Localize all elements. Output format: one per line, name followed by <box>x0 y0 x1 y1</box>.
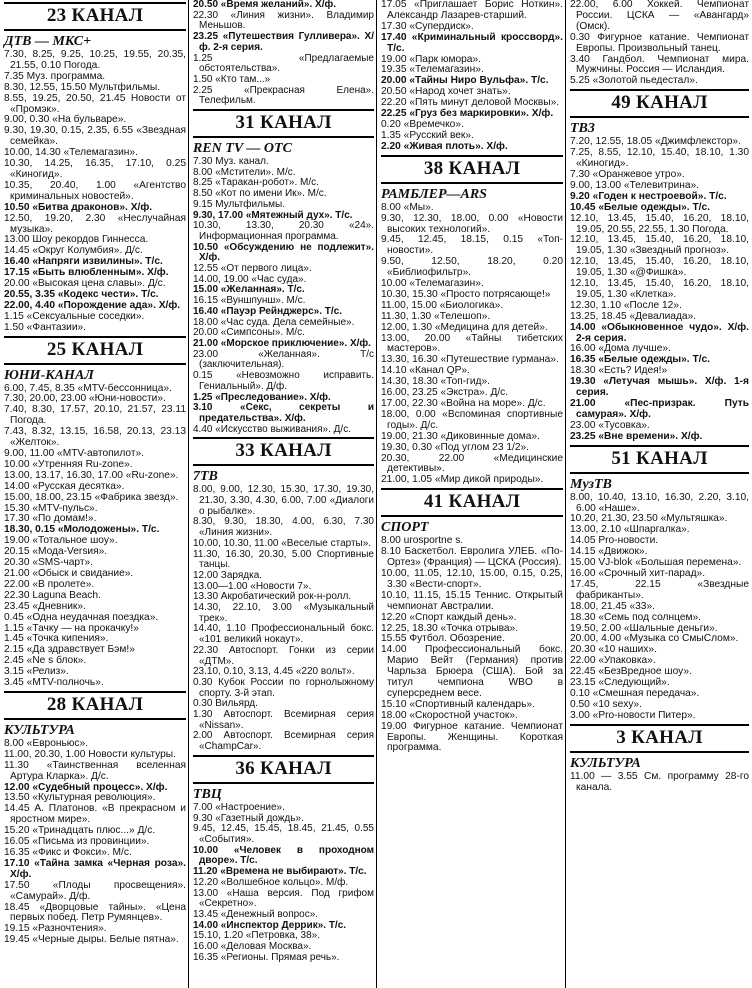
program-entry: 17.45, 22.15 «Звездные фабриканты». <box>570 578 749 601</box>
program-entry: 10.00 «Утренняя Ru-zone». <box>4 458 133 470</box>
program-entry: 23.15 «Следующий». <box>570 677 670 689</box>
station-name: REN TV — ОТС <box>193 141 292 157</box>
station-name: РАМБЛЕР—ARS <box>381 186 487 202</box>
program-entry: 0.50 «10 sexy». <box>570 698 642 710</box>
program-entry: 20.00 «Симпсоны». М/с. <box>193 327 305 339</box>
program-entry: 0.45 «Одна неудачная поездка». <box>4 611 159 623</box>
program-entry: 14.00, 19.00 «Час суда». <box>193 273 307 285</box>
program-entry-highlight: 10.50 «Обсуждению не подлежит». Х/ф. <box>193 241 374 264</box>
program-entry-highlight: 17.10 «Тайна замка «Черная роза». Х/ф. <box>4 857 186 880</box>
program-entry-highlight: 1.25 «Преследование». Х/ф. <box>193 391 331 403</box>
channel-block <box>381 155 563 487</box>
program-entry: 3.00 «Pro-новости Питер». <box>570 709 696 721</box>
program-entry: 19.15 «Разночтения». <box>4 923 107 935</box>
program-entry: 10.00 «Телемагазин». <box>381 278 484 290</box>
program-entry: 0.20 «Времечко». <box>381 118 464 130</box>
program-entry-highlight: 23.25 «Путешествия Гулливера». Х/ф. 2-я серия. <box>193 31 374 53</box>
program-entry: 14.45 «Округ Колумбия». Д/с. <box>4 245 143 257</box>
program-entry: 12.10, 13.45, 15.40, 16.20, 18.10, 19.05, 1.30 «Звездный прогноз». <box>570 234 749 257</box>
program-entry: 6.00, 7.45, 8.35 «MTV-бессонница». <box>4 382 172 394</box>
program-entry: 14.05 Pro-новости. <box>570 535 659 547</box>
program-entry: 14.45 А. Платонов. «В прекрасном и яростном мире». <box>4 803 186 826</box>
program-entry: 22.30 Laguna Beach. <box>4 589 101 601</box>
program-entry: 2.15 «Да здравствует Бэм!» <box>4 644 135 656</box>
program-entry-highlight: 17.15 «Быть влюбленным». Х/ф. <box>4 267 169 279</box>
program-entry-highlight: 18.30, 0.15 «Молодожены». Т/с. <box>4 524 160 536</box>
program-entry: 12.10, 13.45, 15.40, 16.20, 18.10, 19.05, 1.30 «Клетка». <box>570 278 749 300</box>
program-entry: 11.00, 20.30, 1.00 Новости культуры. <box>4 748 176 760</box>
program-entry: 22.30 Автоспорт. Гонки из серии «ДТМ». <box>193 644 374 667</box>
program-entry: 17.50 «Плоды просвещения». «Самурай». Д/ф. <box>4 879 186 902</box>
program-entry: 16.00, 23.25 «Экстра». Д/с. <box>381 387 509 399</box>
program-entry: 15.00, 18.00, 23.15 «Фабрика звезд». <box>4 491 179 503</box>
program-entry: 19.50, 2.00 «Шальные деньги». <box>570 622 718 634</box>
program-entry: 14.10 «Канал QP». <box>381 365 470 377</box>
schedule-column-2 <box>189 0 377 963</box>
program-entry: 17.30 «По домам!». <box>4 513 97 525</box>
program-entry: 12.20 «Волшебное кольцо». М/ф. <box>193 876 349 888</box>
program-entry: 18.30 «Есть? Идея!» <box>570 365 668 377</box>
program-entry-highlight: 20.50 «Время желаний». Х/ф. <box>193 0 336 10</box>
program-entry: 12.10, 13.45, 15.40, 16.20, 18.10, 19.05, 20.55, 22.55, 1.30 Погода. <box>570 212 749 235</box>
station-name: ЮНИ-КАНАЛ <box>4 367 94 383</box>
channel-block <box>193 0 374 107</box>
program-entry: 22.45 «БезВредное шоу». <box>570 666 692 678</box>
program-entry: 4.40 «Искусство выживания». Д/с. <box>193 423 351 435</box>
program-entry: 7.35 Муз. программа. <box>4 70 106 82</box>
program-entry: 13.00 «Наша версия. Под грифом «Секретно». <box>193 887 374 910</box>
program-entry: 1.15 «Тачку — на прокачку!» <box>4 622 139 634</box>
program-entry: 7.00 «Настроение». <box>193 801 285 813</box>
program-entry: 9.00, 0.30 «На бульваре». <box>4 114 127 126</box>
program-entry: 9.45, 12.45, 15.45, 18.45, 21.45, 0.55 «События». <box>193 823 374 845</box>
program-entry: 1.30 Автоспорт. Всемирная серия «Nissan». <box>193 709 374 731</box>
program-entry-highlight: 14.00 «Инспектор Деррик». Т/с. <box>193 919 347 931</box>
program-entry-highlight: 19.30 «Летучая мышь». Х/ф. 1-я серия. <box>570 376 749 399</box>
program-entry: 8.00 urosportne s. <box>381 535 464 547</box>
program-entry: 23.00 «Тусовка». <box>570 419 650 431</box>
program-entry: 19.00, 21.30 «Диковинные дома». <box>381 430 540 442</box>
program-entry: 13.00, 2.10 «Шпаргалка». <box>570 524 690 536</box>
station-name: ТВЦ <box>193 786 222 802</box>
program-entry: 21.00, 1.05 «Мир дикой природы». <box>381 474 544 486</box>
program-entry: 3.40 Гандбол. Чемпионат мира. Мужчины. Россия — Исландия. <box>570 53 749 76</box>
program-entry-highlight: 3.10 «Секс, секреты и предательства». Х/ф. <box>193 402 374 424</box>
program-entry: 7.30, 8.25, 9.25, 10.25, 19.55, 20.35, 21.55, 0.10 Погода. <box>4 49 186 71</box>
program-entry: 9.30 «Газетный дождь». <box>193 812 304 824</box>
program-entry: 13.50 «Культурная революция». <box>4 792 156 804</box>
program-entry: 18.00, 0.00 «Вспоминая спортивные годы». Д/с. <box>381 408 563 431</box>
program-entry: 8.30, 12.55, 15.50 Мультфильмы. <box>4 81 161 93</box>
channel-header: 31 КАНАЛ <box>193 109 374 138</box>
channel-header: 25 КАНАЛ <box>4 336 186 365</box>
program-entry: 13.30, 16.30 «Путешествие гурмана». <box>381 354 559 366</box>
program-entry: 12.55 «От первого лица». <box>193 263 312 275</box>
program-entry: 10.30, 15.30 «Просто потрясающе!» <box>381 288 551 300</box>
program-entry: 9.50, 12.50, 18.20, 0.20 «Библиофильтр». <box>381 256 563 279</box>
program-entry: 12.30, 1.10 «После 12». <box>570 299 682 311</box>
program-entry: 16.00 «Дома лучше». <box>570 343 671 355</box>
program-entry: 14.00 Профессиональный бокс. Марио Вейт (Германия) против Чарльза Брюера (США). Бой за титул чемпиона WBO в суперсреднем весе. <box>381 644 563 699</box>
program-entry: 0.30 Фигурное катание. Чемпионат Европы. Произвольный танец. <box>570 31 749 54</box>
program-entry: 22.20 «Пять минут деловой Москвы». <box>381 97 560 109</box>
program-entry: 20.30, 22.00 «Медицинские детективы». <box>381 452 563 475</box>
program-entry: 13.00—1.00 «Новости 7». <box>193 580 312 592</box>
program-entry: 8.55, 19.25, 20.50, 21.45 Новости от «Промэк». <box>4 92 186 115</box>
channel-block <box>193 755 374 964</box>
program-entry-highlight: 9.30, 17.00 «Мятежный дух». Т/с. <box>193 209 353 221</box>
program-entry: 9.30, 12.30, 18.00, 0.00 «Новости высоких технологий». <box>381 212 563 235</box>
program-entry: 3.15 «Релиз». <box>4 666 69 678</box>
channel-header: 38 КАНАЛ <box>381 155 563 184</box>
channel-header: 36 КАНАЛ <box>193 755 374 784</box>
program-entry: 8.00 «Мстители». М/с. <box>193 166 296 178</box>
station-name: ТВ3 <box>570 121 595 137</box>
program-entry: 14.30, 18.30 «Топ-гид». <box>381 376 490 388</box>
program-entry: 8.00 «Мы». <box>381 201 434 213</box>
channel-header: 23 КАНАЛ <box>4 2 186 31</box>
program-entry: 1.50 «Фантазии». <box>4 321 87 333</box>
program-entry: 13.30 Акробатический рок-н-ролл. <box>193 591 352 603</box>
program-entry: 9.00, 13.00 «Телевитрина». <box>570 179 699 191</box>
program-entry: 15.55 Футбол. Обозрение. <box>381 633 505 645</box>
program-entry-highlight: 16.40 «Напряги извилины». Т/с. <box>4 256 163 268</box>
program-entry: 7.30 Муз. канал. <box>193 156 269 168</box>
schedule-column-1 <box>0 0 189 946</box>
program-entry: 12.00, 1.30 «Медицина для детей». <box>381 321 548 333</box>
program-entry: 0.10 «Смешная передача». <box>570 687 700 699</box>
program-entry-highlight: 16.35 «Белые одежды». Т/с. <box>570 354 710 366</box>
program-entry: 18.30 «Семь под солнцем». <box>570 611 701 623</box>
program-entry: 3.45 «MTV-полночь». <box>4 677 104 689</box>
program-entry-highlight: 20.55, 3.35 «Кодекс чести». Т/с. <box>4 288 159 300</box>
program-entry: 10.10, 11.15, 15.15 Теннис. Открытый чемпионат Австралии. <box>381 589 563 612</box>
program-entry: 13.00, 13.17, 16.30, 17.00 «Ru-zone». <box>4 469 179 481</box>
program-entry: 15.00 VJ-blok «Большая перемена». <box>570 557 742 569</box>
program-entry: 20.30 «SMS-чарт». <box>4 557 94 569</box>
program-entry: 8.10 Баскетбол. Евролига УЛЕБ. «По-Ортез» (Франция) — ЦСКА (Россия). <box>381 546 563 569</box>
program-entry-highlight: 21.00 «Морское приключение». Х/ф. <box>193 337 371 349</box>
program-entry: 8.30, 9.30, 18.30, 4.00, 6.30, 7.30 «Линия жизни». <box>193 516 374 539</box>
program-entry-highlight: 2.20 «Живая плоть». Х/ф. <box>381 140 508 152</box>
channel-block <box>381 488 563 754</box>
program-entry: 8.25 «Таракан-робот». М/с. <box>193 177 319 189</box>
program-entry: 2.25 «Прекрасная Елена». Телефильм. <box>193 84 374 107</box>
station-name: КУЛЬТУРА <box>570 755 641 771</box>
program-entry: 14.00 «Русская десятка». <box>4 480 125 492</box>
channel-header: 28 КАНАЛ <box>4 691 186 720</box>
program-entry: 10.00, 10.30, 11.00 «Веселые старты». <box>193 537 372 549</box>
program-entry-highlight: 9.20 «Годен к нестроевой». Т/с. <box>570 190 727 202</box>
schedule-column-3 <box>377 0 566 754</box>
station-name: ДТВ — МКС+ <box>4 34 92 49</box>
program-entry: 12.00 Зарядка. <box>193 569 263 581</box>
program-entry: 0.30 Вильярд. <box>193 698 258 710</box>
program-entry: 7.25, 8.55, 12.10, 15.40, 18.10, 1.30 «Киногид». <box>570 147 749 170</box>
program-entry: 2.00 Автоспорт. Всемирная серия «ChampCar». <box>193 730 374 753</box>
program-entry-highlight: 23.25 «Вне времени». Х/ф. <box>570 430 703 442</box>
program-entry: 19.00 «Тотальное шоу». <box>4 535 118 547</box>
program-entry: 8.50 «Кот по имени Ик». М/с. <box>193 188 327 200</box>
program-entry: 11.30 «Таинственная вселенная Артура Кларка». Д/с. <box>4 759 186 782</box>
channel-block <box>193 109 374 435</box>
channel-block <box>193 437 374 753</box>
program-entry: 9.00, 11.00 «MTV-автопилот». <box>4 448 144 459</box>
program-entry: 12.20 «Спорт каждый день». <box>381 611 517 623</box>
station-name: СПОРТ <box>381 520 429 536</box>
program-entry-highlight: 10.00 «Человек в проходном дворе». Т/с. <box>193 844 374 867</box>
program-entry: 15.10 «Спортивный календарь». <box>381 698 535 710</box>
program-entry: 7.20, 12.55, 18.05 «Джимфлекстор». <box>570 136 741 148</box>
program-entry: 12.50, 19.20, 2.30 «Неслучайная музыка». <box>4 212 186 235</box>
program-entry: 23.00 «Желанная». Т/с (заключительная). <box>193 348 374 371</box>
program-entry: 15.30 «MTV-пульс». <box>4 502 98 514</box>
program-entry: 18.00 «Час суда. Дела семейные». <box>193 316 355 328</box>
program-entry: 11.00 — 3.55 См. программу 28-го канала. <box>570 770 749 793</box>
program-entry-highlight: 15.00 «Желанная». Т/с. <box>193 284 305 296</box>
program-entry: 17.05 «Приглашает Борис Ноткин». Александр Лазарев-старший. <box>381 0 563 21</box>
program-entry: 22.30 «Линия жизни». Владимир Меньшов. <box>193 9 374 32</box>
program-entry: 20.00, 4.00 «Музыка со СмыСлом». <box>570 633 739 645</box>
program-entry: 13.00, 20.00 «Тайны тибетских мастеров». <box>381 332 563 355</box>
program-entry: 1.50 «Кто там...» <box>193 73 271 85</box>
program-entry: 19.35 «Телемагазин». <box>381 64 484 76</box>
program-entry: 9.30, 19.30, 0.15, 2.35, 6.55 «Звездная семейка». <box>4 125 186 148</box>
channel-block <box>570 724 749 794</box>
station-name: МузТВ <box>570 476 612 492</box>
program-entry: 19.45 «Черные дыры. Белые пятна». <box>4 934 179 946</box>
program-entry: 18.45 «Дворцовые тайны». «Цена первых побед. Петр Румянцев». <box>4 901 186 924</box>
station-name: КУЛЬТУРА <box>4 722 75 738</box>
program-entry: 22.00 «Упаковка». <box>570 655 656 667</box>
program-entry: 22.00 «В пролете». <box>4 578 95 590</box>
program-entry-highlight: 16.40 «Пауэр Рейнджерс». Т/с. <box>193 305 343 317</box>
program-entry: 0.30 Кубок России по горнолыжному спорту. 3-й этап. <box>193 676 374 699</box>
program-entry: 8.00 «Евроньюс». <box>4 737 89 749</box>
program-entry: 7.30, 20.00, 23.00 «Юни-новости». <box>4 393 166 405</box>
program-entry: 20.50 «Народ хочет знать». <box>381 86 511 98</box>
channel-block <box>4 691 186 946</box>
program-entry: 12.25, 18.30 «Точка отрыва». <box>381 622 519 634</box>
program-entry: 0.15 «Невозможно исправить. Гениальный». Д/ф. <box>193 370 374 392</box>
channel-block <box>4 336 186 689</box>
program-entry: 7.40, 8.30, 17.57, 20.10, 21.57, 23.11 Погода. <box>4 404 186 427</box>
program-entry: 20.00 «Высокая цена славы». Д/с. <box>4 278 166 290</box>
program-entry-highlight: 12.00 «Судебный процесс». Х/ф. <box>4 781 168 793</box>
station-name: 7ТВ <box>193 469 218 485</box>
program-entry: 9.45, 12.45, 18.15, 0.15 «Топ-новости». <box>381 234 563 257</box>
program-entry: 16.00 «Деловая Москва». <box>193 941 312 953</box>
program-entry: 19.30, 0.30 «Под углом 23 1/2». <box>381 441 529 453</box>
channel-block <box>570 0 749 87</box>
channel-header: 41 КАНАЛ <box>381 488 563 517</box>
program-entry: 13.00 Шоу рекордов Гиннесса. <box>4 234 149 246</box>
program-entry: 1.35 «Русский век». <box>381 129 474 141</box>
program-entry: 21.00 «Обыск и свидание». <box>4 567 134 579</box>
program-entry: 20.15 «Мода-Versия». <box>4 546 108 558</box>
program-entry: 18.00 «Скоростной участок». <box>381 709 518 721</box>
program-entry: 19.00 «Парк юмора». <box>381 53 481 65</box>
program-entry: 8.00, 9.00, 12.30, 15.30, 17.30, 19.30, 21.30, 3.30, 4.30, 6.00, 7.00 «Диалоги о рыбалке». <box>193 484 374 517</box>
program-entry-highlight: 14.00 «Обыкновенное чудо». Х/ф. 2-я серия. <box>570 321 749 344</box>
program-entry: 16.00 «Срочный хит-парад». <box>570 567 706 579</box>
channel-block <box>4 2 186 334</box>
channel-block <box>570 89 749 442</box>
program-entry-highlight: 22.00, 4.40 «Порождение ада». Х/ф. <box>4 299 181 311</box>
program-entry: 20.30 «10 наших». <box>570 644 657 656</box>
program-entry-highlight: 17.40 «Криминальный кроссворд». Т/с. <box>381 31 563 54</box>
program-entry: 7.30 «Оранжевое утро». <box>570 168 685 180</box>
program-entry: 7.43, 8.32, 13.15, 16.58, 20.13, 23.13 «Желток». <box>4 426 186 449</box>
channel-header: 49 КАНАЛ <box>570 89 749 118</box>
program-entry: 16.15 «Вуншпунш». М/с. <box>193 295 306 307</box>
program-entry: 12.10, 13.45, 15.40, 16.20, 18.10, 19.05, 1.30 «@Фишка». <box>570 256 749 279</box>
program-entry: 13.45 «Денежный вопрос». <box>193 908 319 920</box>
program-entry: 9.15 Мультфильмы. <box>193 198 286 210</box>
program-entry: 14.30, 22.10, 3.00 «Музыкальный трек». <box>193 602 374 624</box>
program-entry: 19.00 Фигурное катание. Чемпионат Европы. Женщины. Короткая программа. <box>381 720 563 754</box>
channel-header: 51 КАНАЛ <box>570 445 749 474</box>
schedule-column-4 <box>566 0 752 793</box>
program-entry: 17.30 «Супердиск». <box>381 20 474 32</box>
program-entry: 14.15 «Движок». <box>570 546 648 558</box>
program-entry-highlight: 10.45 «Белые одежды». Т/с. <box>570 201 710 213</box>
program-entry: 10.00, 11.05, 12.10, 15.00, 0.15, 0.25, 3.30 «Вести-спорт». <box>381 567 563 590</box>
program-entry: 13.25, 18.45 «Девалиада». <box>570 310 697 322</box>
channel-block <box>381 0 563 153</box>
program-entry: 15.10, 1.20 «Петровка, 38». <box>193 930 320 942</box>
program-entry-highlight: 21.00 «Пес-призрак. Путь самурая». Х/ф. <box>570 398 749 420</box>
program-entry: 10.35, 20.40, 1.00 «Агентство криминальных новостей». <box>4 179 186 202</box>
program-entry: 10.30, 13.30, 20.30 «24». Информационная программа. <box>193 220 374 242</box>
program-entry: 16.05 «Письма из провинции». <box>4 836 150 848</box>
program-entry-highlight: 22.25 «Груз без маркировки». Х/ф. <box>381 108 554 120</box>
program-entry: 23.45 «Дневник». <box>4 600 86 612</box>
program-entry: 22.00, 6.00 Хоккей. Чемпионат России. ЦСКА — «Авангард» (Омск). <box>570 0 749 32</box>
program-entry: 11.00, 15.00 «Биологика». <box>381 299 504 311</box>
program-entry: 1.15 «Сексуальные соседки». <box>4 310 145 322</box>
program-entry: 16.35 «Фикс и Фокси». М/с. <box>4 847 132 858</box>
program-entry: 10.20, 21.30, 23.50 «Мультяшка». <box>570 513 728 525</box>
program-entry: 10.30, 14.25, 16.35, 17.10, 0.25 «Киногид». <box>4 158 186 180</box>
program-entry: 11.30, 16.30, 20.30, 5.00 Спортивные танцы. <box>193 548 374 571</box>
program-entry: 5.25 «Золотой пьедестал». <box>570 75 698 87</box>
program-entry: 17.00, 22.30 «Война на море». Д/с. <box>381 398 546 409</box>
program-entry: 2.45 «Ne s блок». <box>4 655 87 667</box>
program-entry: 18.00, 21.45 «33». <box>570 600 655 612</box>
program-entry: 16.35 «Регионы. Прямая речь». <box>193 951 340 963</box>
program-entry-highlight: 10.50 «Битва драконов». Х/ф. <box>4 201 153 213</box>
program-entry: 1.25 «Предлагаемые обстоятельства». <box>193 52 374 75</box>
program-entry: 11.30, 1.30 «Телешоп». <box>381 310 491 322</box>
program-entry: 10.00, 14.30 «Телемагазин». <box>4 147 138 159</box>
channel-block <box>570 445 749 722</box>
channel-header: 3 КАНАЛ <box>570 724 749 753</box>
program-entry: 15.20 «Тринадцать плюс...» Д/с. <box>4 825 156 837</box>
program-entry: 14.40, 1.10 Профессиональный бокс. «101 великий нокаут». <box>193 623 374 646</box>
channel-header: 33 КАНАЛ <box>193 437 374 466</box>
program-entry: 8.00, 10.40, 13.10, 16.30, 2.20, 3.10, 6.00 «Наше». <box>570 491 749 514</box>
program-entry: 1.45 «Точка кипения». <box>4 633 109 645</box>
program-entry: 23.10, 0.10, 3.13, 4.45 «220 вольт». <box>193 666 355 678</box>
program-entry-highlight: 20.00 «Тайны Ниро Вульфа». Т/с. <box>381 75 549 87</box>
program-entry-highlight: 11.20 «Времена не выбирают». Т/с. <box>193 866 367 878</box>
